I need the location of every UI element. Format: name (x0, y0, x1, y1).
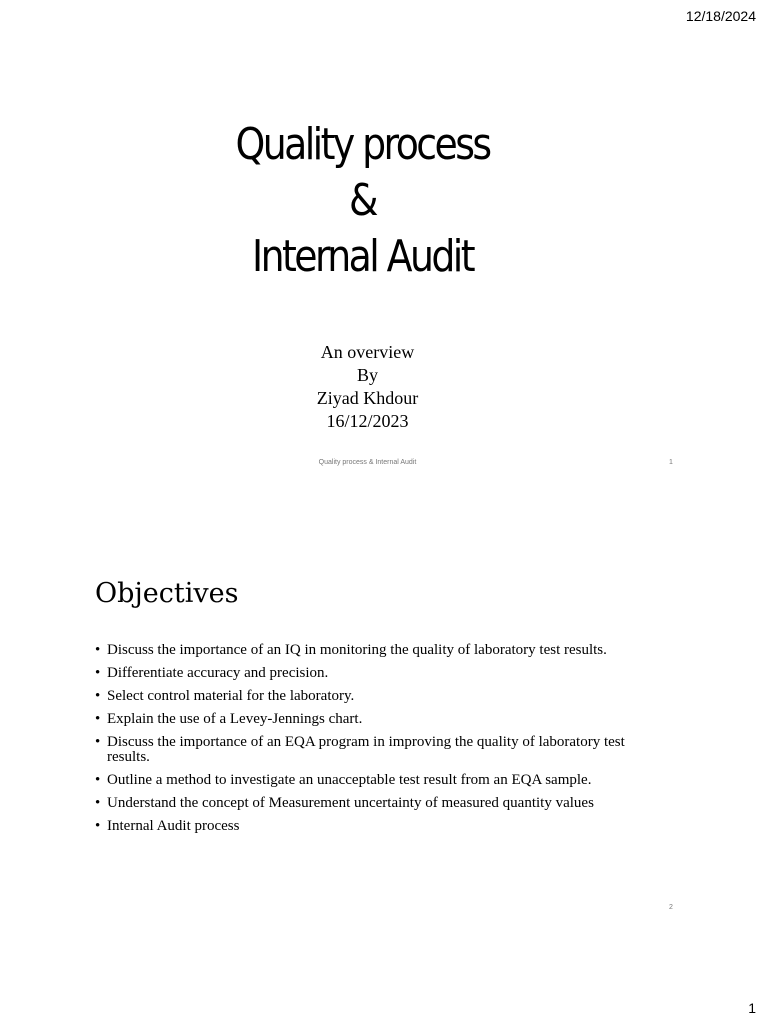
bullet-icon: • (95, 688, 101, 704)
presentation-date: 16/12/2023 (326, 411, 409, 431)
objective-text: Internal Audit process (107, 818, 240, 834)
bullet-icon: • (95, 665, 101, 681)
objective-text: Differentiate accuracy and precision. (107, 665, 329, 681)
objective-item (95, 712, 655, 727)
objective-text: Understand the concept of Measurement uncertainty of measured quantity values (107, 795, 594, 811)
objectives-list (95, 643, 655, 842)
slide-title-line-2: & (349, 175, 376, 226)
author-name: Ziyad Khdour (316, 388, 419, 408)
slide-number: 2 (669, 904, 673, 911)
subtitle-line-1: An overview (320, 342, 415, 362)
slide-title-line-3: Internal Audit (252, 231, 473, 282)
bullet-icon: • (95, 818, 101, 834)
objective-text: Explain the use of a Levey-Jennings chart. (107, 711, 363, 727)
objective-item (95, 643, 655, 658)
objective-text: Select control material for the laboratory. (107, 688, 355, 704)
objective-item (95, 735, 655, 765)
bullet-icon: • (95, 711, 101, 727)
slide-2 (95, 570, 675, 920)
objective-text: Discuss the importance of an EQA program in improving the quality of laboratory test results. (107, 734, 625, 765)
objective-item (95, 819, 655, 834)
subtitle-line-2: By (356, 365, 378, 385)
bullet-icon: • (95, 642, 101, 658)
objective-item (95, 796, 655, 811)
objective-item (95, 689, 655, 704)
objectives-title: Objectives (95, 578, 239, 609)
slide-footer-text: Quality process & Internal Audit (318, 459, 417, 466)
objective-text: Outline a method to investigate an unacceptable test result from an EQA sample. (107, 772, 592, 788)
bullet-icon: • (95, 795, 101, 811)
bullet-icon: • (95, 734, 101, 750)
slide-1 (95, 100, 675, 480)
objective-text: Discuss the importance of an IQ in monitoring the quality of laboratory test results. (107, 642, 607, 658)
slide-number: 1 (669, 459, 673, 466)
objective-item (95, 773, 655, 788)
print-date: 12/18/2024 (685, 8, 756, 24)
objective-item (95, 666, 655, 681)
print-page-number: 1 (748, 1000, 756, 1016)
slide-title-line-1: Quality process (235, 119, 490, 170)
bullet-icon: • (95, 772, 101, 788)
